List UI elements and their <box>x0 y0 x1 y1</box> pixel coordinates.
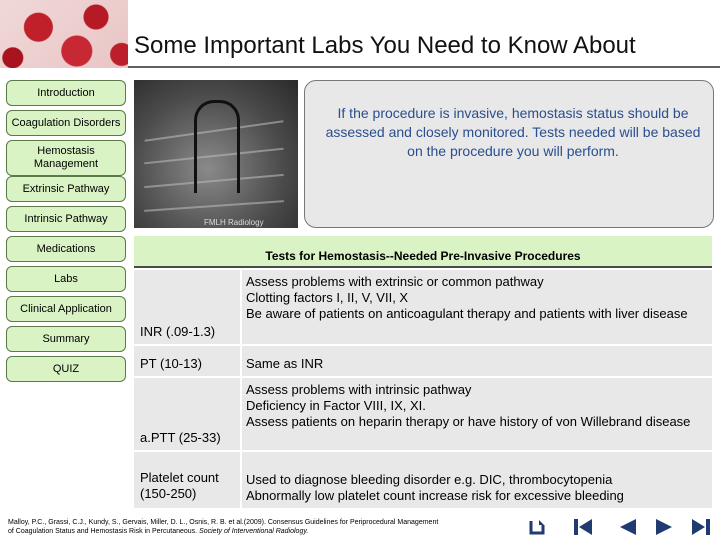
previous-icon[interactable] <box>616 516 638 538</box>
table-row <box>134 378 712 450</box>
next-icon[interactable] <box>654 516 676 538</box>
nav-clinical-application[interactable]: Clinical Application <box>6 296 126 322</box>
first-slide-icon[interactable] <box>572 516 594 538</box>
page-title: Some Important Labs You Need to Know About <box>134 32 636 59</box>
nav-intrinsic-pathway[interactable]: Intrinsic Pathway <box>6 206 126 232</box>
return-icon[interactable] <box>526 516 548 538</box>
citation <box>8 518 508 536</box>
blood-cells-image <box>0 0 128 68</box>
title-divider <box>128 66 720 68</box>
test-description: Same as INR <box>246 356 324 371</box>
xray-image <box>134 80 298 228</box>
nav-introduction[interactable]: Introduction <box>6 80 126 106</box>
nav-coagulation-disorders[interactable]: Coagulation Disorders <box>6 110 126 136</box>
nav-extrinsic-pathway[interactable]: Extrinsic Pathway <box>6 176 126 202</box>
citation-line-1: Malloy, P.C., Grassi, C.J., Kundy, S., Gervais, Miller, D. L., Osnis, R. B. et al.(2009). Consensus Guidelines for Periprocedural Management <box>8 519 439 526</box>
nav-medications[interactable]: Medications <box>6 236 126 262</box>
nav-labs[interactable]: Labs <box>6 266 126 292</box>
test-name: a.PTT (25-33) <box>140 430 221 445</box>
column-divider <box>240 270 242 508</box>
nav-quiz[interactable]: QUIZ <box>6 356 126 382</box>
test-name: PT (10-13) <box>140 356 202 371</box>
table-row <box>134 270 712 344</box>
nav-summary[interactable]: Summary <box>6 326 126 352</box>
table-row <box>134 452 712 508</box>
citation-journal: Society of Interventional Radiology. <box>199 528 309 535</box>
nav-hemostasis-management[interactable]: Hemostasis Management <box>6 140 126 176</box>
test-description: Assess problems with intrinsic pathway Deficiency in Factor VIII, IX, XI. Assess patients on heparin therapy or have history of von Willebrand disease <box>246 382 691 429</box>
image-caption: FMLH Radiology <box>204 218 264 227</box>
test-name: INR (.09-1.3) <box>140 324 216 339</box>
table-row <box>134 346 712 376</box>
last-slide-icon[interactable] <box>690 516 712 538</box>
callout-text: If the procedure is invasive, hemostasis status should be assessed and closely monitored. Tests needed will be based on the procedure you will perform. <box>325 105 701 159</box>
test-description: Assess problems with extrinsic or common pathway Clotting factors I, II, V, VII, X Be aware of patients on anticoagulant therapy and patients with liver disease <box>246 274 688 321</box>
test-description: Used to diagnose bleeding disorder e.g. DIC, thrombocytopenia Abnormally low platelet count increase risk for excessive bleeding <box>246 472 624 503</box>
test-name: Platelet count (150-250) <box>140 470 219 501</box>
table-header: Tests for Hemostasis--Needed Pre-Invasive Procedures <box>134 236 712 268</box>
citation-line-2: of Coagulation Status and Hemostasis Risk in Percutaneous. <box>8 528 198 535</box>
